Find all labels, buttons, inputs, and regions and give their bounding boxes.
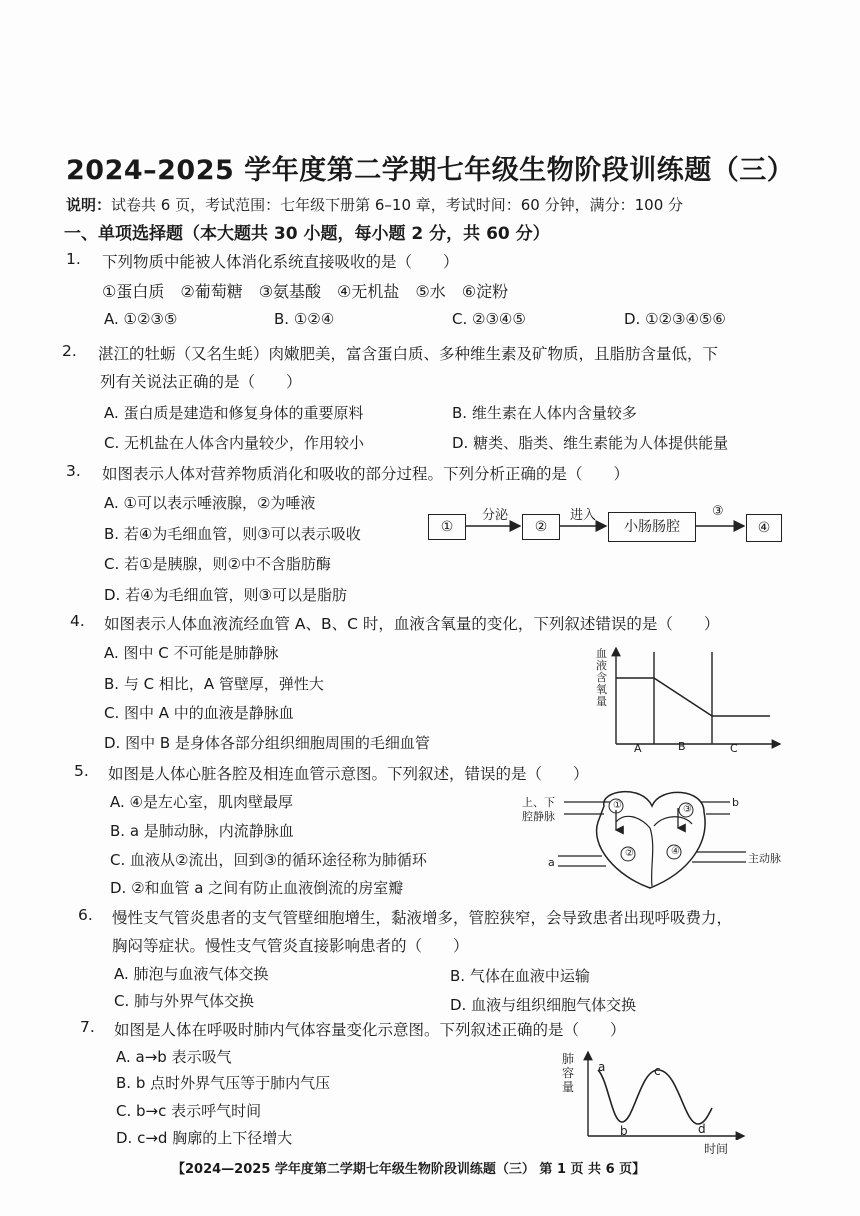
- page-title: 2024–2025 学年度第二学期七年级生物阶段训练题（三）: [66, 155, 795, 186]
- q5-chamber-3: ③: [683, 804, 692, 815]
- q4-ylabel-char: 量: [596, 695, 607, 708]
- q7-point-b: b: [620, 1124, 628, 1138]
- q5-option-d[interactable]: D. ②和血管 a 之间有防止血液倒流的房室瓣: [110, 879, 404, 897]
- q1-stem: 下列物质中能被人体消化系统直接吸收的是（ ）: [102, 253, 459, 271]
- q3-number: 3.: [66, 462, 81, 480]
- q7-y-label: [562, 1052, 576, 1094]
- q4-ylabel-char: 液: [596, 659, 607, 672]
- q1-option-b[interactable]: B. ①②④: [274, 310, 335, 328]
- q7-number: 7.: [80, 1018, 95, 1036]
- q5-label-vena-2: 腔静脉: [522, 810, 555, 823]
- q6-option-b[interactable]: B. 气体在血液中运输: [450, 967, 590, 985]
- q7-x-label: 时间: [704, 1142, 729, 1156]
- q4-ylabel-char: 含: [596, 671, 607, 684]
- q5-option-b[interactable]: B. a 是肺动脉，内流静脉血: [110, 822, 294, 840]
- q4-option-a[interactable]: A. 图中 C 不可能是肺静脉: [104, 644, 279, 662]
- q5-label-a: a: [548, 856, 555, 869]
- q7-ylabel-char: 容: [562, 1066, 575, 1080]
- q7-point-c: c: [654, 1064, 661, 1078]
- septum: [650, 828, 653, 886]
- q5-label-vena-1: 上、下: [522, 796, 555, 809]
- q7-option-a[interactable]: A. a→b 表示吸气: [116, 1048, 232, 1066]
- q7-lung-volume-chart: [580, 1050, 750, 1140]
- q3-option-c[interactable]: C. 若①是胰腺，则②中不含脂肪酶: [104, 555, 331, 573]
- q4-x-label-a: A: [634, 742, 642, 755]
- q5-label-aorta: 主动脉: [748, 852, 781, 865]
- q4-y-label: [596, 648, 610, 708]
- q2-option-b[interactable]: B. 维生素在人体内含量较多: [452, 404, 637, 422]
- q7-option-b[interactable]: B. b 点时外界气压等于肺内气压: [116, 1074, 331, 1092]
- q1-items: ①蛋白质 ②葡萄糖 ③氨基酸 ④无机盐 ⑤水 ⑥淀粉: [102, 282, 509, 301]
- q5-chamber-2: ②: [625, 848, 634, 859]
- q6-stem-line2: 胸闷等症状。慢性支气管炎直接影响患者的（ ）: [112, 937, 469, 955]
- q3-stem: 如图表示人体对营养物质消化和吸收的部分过程。下列分析正确的是（ ）: [102, 465, 630, 483]
- q5-chamber-1: ①: [613, 800, 622, 811]
- q4-x-label-c: C: [730, 742, 738, 755]
- q3-option-b[interactable]: B. 若④为毛细血管，则③可以表示吸收: [104, 525, 361, 543]
- q6-stem-line1: 慢性支气管炎患者的支气管壁细胞增生，黏液增多，管腔狭窄，会导致患者出现呼吸费力，: [112, 909, 733, 927]
- q2-option-c[interactable]: C. 无机盐在人体含内量较少，作用较小: [104, 434, 365, 452]
- q2-stem-line1: 湛江的牡蛎（又名生蚝）肉嫩肥美，富含蛋白质、多种维生素及矿物质，且脂肪含量低，下: [98, 345, 719, 363]
- q4-number: 4.: [70, 612, 85, 630]
- q6-option-c[interactable]: C. 肺与外界气体交换: [114, 992, 255, 1010]
- flow-box-small-intestine: 小肠肠腔: [608, 512, 696, 542]
- q2-option-d[interactable]: D. 糖类、脂类、维生素能为人体提供能量: [452, 434, 729, 452]
- flow-box-2: ②: [522, 514, 560, 540]
- q7-volume-curve: [598, 1070, 712, 1124]
- q5-stem: 如图是人体心脏各腔及相连血管示意图。下列叙述，错误的是（ ）: [108, 765, 589, 783]
- q1-option-c[interactable]: C. ②③④⑤: [452, 310, 526, 328]
- q2-option-a[interactable]: A. 蛋白质是建造和修复身体的重要原料: [104, 404, 364, 422]
- q7-option-c[interactable]: C. b→c 表示呼气时间: [116, 1102, 262, 1120]
- note-text: 试卷共 6 页，考试范围：七年级下册第 6–10 章，考试时间：60 分钟，满分：100 分: [111, 196, 684, 214]
- q5-number: 5.: [74, 762, 89, 780]
- q5-chamber-4: ④: [671, 846, 680, 857]
- q6-option-a[interactable]: A. 肺泡与血液气体交换: [114, 965, 269, 983]
- q4-ylabel-char: 氧: [596, 683, 607, 696]
- q6-option-d[interactable]: D. 血液与组织细胞气体交换: [450, 996, 637, 1014]
- q1-option-a[interactable]: A. ①②③⑤: [104, 310, 178, 328]
- q5-label-b: b: [732, 796, 739, 809]
- q1-option-d[interactable]: D. ①②③④⑤⑥: [624, 310, 726, 328]
- q1-number: 1.: [66, 250, 81, 268]
- q5-option-c[interactable]: C. 血液从②流出，回到③的循环途径称为肺循环: [110, 851, 427, 869]
- q7-point-a: a: [598, 1060, 606, 1074]
- q4-option-c[interactable]: C. 图中 A 中的血液是静脉血: [104, 704, 294, 722]
- q7-option-d[interactable]: D. c→d 胸廓的上下径增大: [116, 1129, 293, 1147]
- q4-option-b[interactable]: B. 与 C 相比，A 管壁厚，弹性大: [104, 675, 324, 693]
- q7-stem: 如图是人体在呼吸时肺内气体容量变化示意图。下列叙述正确的是（ ）: [114, 1021, 626, 1039]
- q7-ylabel-char: 量: [562, 1080, 575, 1094]
- flow-arrows: [420, 500, 800, 550]
- q7-point-d: d: [698, 1122, 706, 1136]
- flow-box-1: ①: [428, 514, 466, 540]
- q4-option-d[interactable]: D. 图中 B 是身体各部分组织细胞周围的毛细血管: [104, 734, 430, 752]
- q5-option-a[interactable]: A. ④是左心室，肌肉壁最厚: [110, 793, 293, 811]
- page-footer: 【2024—2025 学年度第二学期七年级生物阶段训练题（三） 第 1 页 共 6 页】: [172, 1162, 646, 1177]
- right-atrium-wall: [616, 816, 650, 828]
- note-label: 说明：: [66, 196, 112, 214]
- q4-oxygen-chart: [586, 644, 786, 756]
- q2-number: 2.: [62, 342, 77, 360]
- q4-stem: 如图表示人体血液流经血管 A、B、C 时，血液含氧量的变化，下列叙述错误的是（ ）: [104, 615, 720, 633]
- q5-heart-diagram: [520, 782, 790, 892]
- flow-label-enter: 进入: [570, 508, 597, 523]
- q3-option-d[interactable]: D. 若④为毛细血管，则③可以是脂肪: [104, 586, 347, 604]
- q6-number: 6.: [78, 906, 93, 924]
- flow-label-3: ③: [712, 504, 724, 519]
- section-heading: 一、单项选择题（本大题共 30 小题，每小题 2 分，共 60 分）: [64, 224, 550, 244]
- q4-x-label-b: B: [678, 740, 686, 753]
- exam-note: [66, 194, 683, 215]
- flow-box-4: ④: [746, 514, 782, 542]
- q4-oxygen-line: [616, 678, 770, 716]
- q3-option-a[interactable]: A. ①可以表示唾液腺，②为唾液: [104, 494, 316, 512]
- q7-ylabel-char: 肺: [562, 1052, 575, 1066]
- left-atrium-wall: [654, 817, 692, 826]
- q4-ylabel-char: 血: [596, 647, 607, 660]
- q2-stem-line2: 列有关说法正确的是（ ）: [100, 373, 302, 391]
- flow-label-secrete: 分泌: [482, 508, 509, 523]
